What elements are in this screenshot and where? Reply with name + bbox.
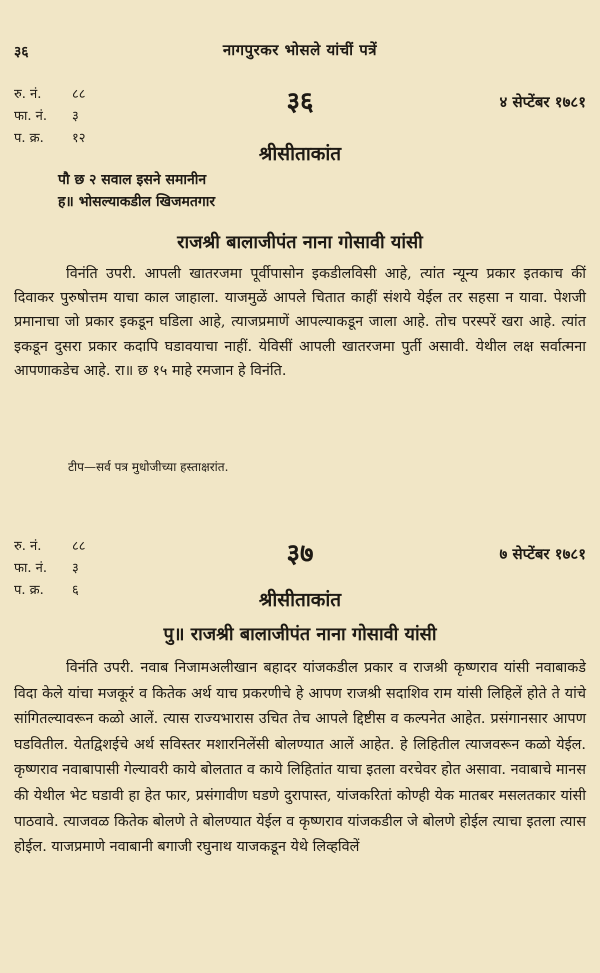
letter-body: विनंति उपरी. नवाब निजामअलीखान बहादर यांजकडील प्रकार व राजश्री कृष्णराव यांसी नवाबाकडे विदा केले यांचा मजकूरं व कितेक अर्थ याच प्रकरणीचे हे आपण राजश्री सदाशिव राम यांसी लिहिलें होते ते यांचे सांगितल्यावरून कळो आलें. त्यास राज्यभारास उचित तेच आपले द्दिष्टीस व कल्पनेत आहेत. प्रसंगानसार आपण घडवितील. येतद्विशईचे अर्थ सविस्तर मशारनिलेंसी बोलण्यात आलें आहेत. हे लिहितील त्याजवरून कळो येईल. कृष्णराव नवाबापासी गेल्यावरी काये बोलतात व काये लिहितांत याचा इतला वरचेवर होत असावा. नवाबाचे मानस की येथील भेट घडावी हा हेत फार, प्रसंगावीण घडणे दुरापास्त, यांजकरितां कोण्ही येक मातबर मसलतकार यांसी पाठवावे. त्याजवळ कितेक बोलणे ते बोलण्यात येईल व कृष्णराव यांजकडील जे बोलणे होईल त्याचा इतला त्यास होईल. याजप्रमाणे नवाबानी बगाजी रघुनाथ याजकडून येथे लिव्हविलें — [14, 660, 586, 856]
meta-label: रु. नं. — [14, 87, 42, 102]
letter-address: राजश्री बालाजीपंत नाना गोसावी यांसी — [177, 232, 423, 253]
meta-value: ८८ — [72, 539, 86, 554]
invocation: श्रीसीताकांत — [258, 143, 342, 165]
letter-address: पु॥ राजश्री बालाजीपंत नाना गोसावी यांसी — [163, 624, 437, 645]
meta-value: ६ — [72, 583, 79, 598]
page-number: ३६ — [14, 44, 29, 60]
meta-label: रु. नं. — [14, 539, 42, 554]
meta-label: प. क्र. — [14, 583, 44, 598]
meta-label: फा. नं. — [14, 561, 48, 576]
meta-label: प. क्र. — [14, 131, 44, 146]
running-title: नागपुरकर भोसले यांचीं पत्रें — [222, 41, 378, 59]
letter-number: ३७ — [286, 539, 314, 569]
meta-value: ८८ — [72, 87, 86, 102]
received-line: पौ छ २ सवाल इसने समानीन — [58, 172, 207, 188]
letter-number: ३६ — [286, 87, 314, 117]
invocation: श्रीसीताकांत — [258, 589, 342, 611]
meta-value: ३ — [72, 561, 79, 576]
meta-value: १२ — [72, 131, 86, 146]
footnote: टीप—सर्व पत्र मुधोजीच्या हस्ताक्षरांत. — [68, 460, 229, 474]
meta-label: फा. नं. — [14, 109, 48, 124]
bearer-line: ह॥ भोसल्याकडील खिजमतगार — [58, 194, 216, 210]
meta-value: ३ — [72, 109, 79, 124]
letter-date: ४ सेप्टेंबर १७८१ — [499, 93, 586, 111]
letter-body: विनंति उपरी. आपली खातरजमा पूर्वीपासोन इकडीलविसी आहे, त्यांत न्यून्य प्रकार इतकाच कीं दिवाकर पुरुषोत्तम याचा काल जाहाला. याजमुळें आपले चितात काहीं संशये येईल तर सहसा न यावा. पेशजी प्रमानाचा जो प्रकार इकडून घडिला आहे, त्याजप्रमाणें आपल्याकडून जाला आहे. तोच परस्परें खरा आहे. त्यांत इकडून दुसरा प्रकार कदापि घडावयाचा नाहीं. येविसीं आपली खातरजमा पुर्ती असावी. येथील लक्ष सर्वात्मना आपणाकडेच आहे. रा॥ छ १५ माहे रमजान हे विनंति. — [14, 266, 586, 379]
letter-date: ७ सेप्टेंबर १७८१ — [499, 545, 586, 563]
